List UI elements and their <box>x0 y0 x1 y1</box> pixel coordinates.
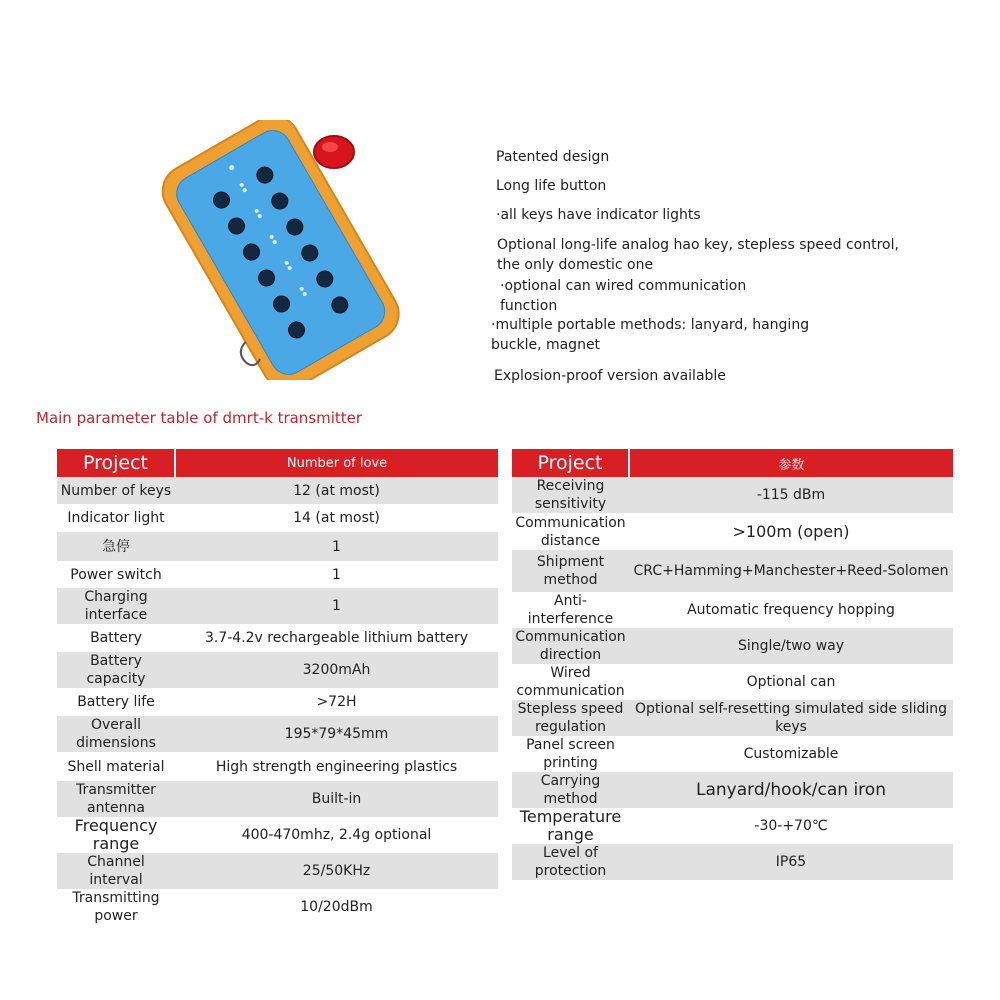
table-row <box>512 664 953 700</box>
param-name: Battery life <box>57 688 175 716</box>
feature-long-life-button: Long life button <box>496 178 607 194</box>
table-row <box>57 624 498 652</box>
emergency-stop-icon <box>314 136 354 168</box>
param-value: Optional self-resetting simulated side sliding keys <box>629 700 953 736</box>
param-name: Shipment method <box>512 550 629 592</box>
header-project: Project <box>57 449 175 477</box>
param-name: Overall dimensions <box>57 716 175 752</box>
param-name: Level of protection <box>512 844 629 880</box>
table-row <box>57 889 498 925</box>
param-value: High strength engineering plastics <box>175 752 498 781</box>
param-value: IP65 <box>629 844 953 880</box>
param-name: Wired communication <box>512 664 629 700</box>
feature-analog-key-line1: Optional long-life analog hao key, stepless speed control, <box>497 237 899 253</box>
param-name: Communication direction <box>512 628 629 664</box>
param-name: Transmitting power <box>57 889 175 925</box>
table-row <box>57 752 498 781</box>
param-value: >72H <box>175 688 498 716</box>
param-value: 14 (at most) <box>175 504 498 532</box>
param-value: 12 (at most) <box>175 477 498 504</box>
table-row <box>512 736 953 772</box>
param-value: -30-+70℃ <box>629 808 953 844</box>
param-value: >100m (open) <box>629 513 953 550</box>
param-name: Number of keys <box>57 477 175 504</box>
param-value: -115 dBm <box>629 477 953 513</box>
param-value: 1 <box>175 561 498 588</box>
feature-patented-design: Patented design <box>496 149 610 165</box>
param-value: 400-470mhz, 2.4g optional <box>175 817 498 853</box>
table-row <box>57 853 498 889</box>
table-row <box>57 504 498 532</box>
table-row <box>57 688 498 716</box>
section-title: Main parameter table of dmrt-k transmitter <box>36 409 363 427</box>
param-value: 195*79*45mm <box>175 716 498 752</box>
param-name: Battery capacity <box>57 652 175 688</box>
param-value: Automatic frequency hopping <box>629 592 953 628</box>
table-row <box>512 772 953 808</box>
param-value: Lanyard/hook/can iron <box>629 772 953 808</box>
remote-transmitter-image <box>150 120 420 380</box>
header-project: Project <box>512 449 629 477</box>
param-value: CRC+Hamming+Manchester+Reed-Solomen <box>629 550 953 592</box>
table-row <box>512 592 953 628</box>
param-name: Transmitter antenna <box>57 781 175 817</box>
param-value: 10/20dBm <box>175 889 498 925</box>
param-name: 急停 <box>57 532 175 561</box>
table-row <box>512 513 953 550</box>
table-row <box>57 652 498 688</box>
header-value: 参数 <box>629 449 953 477</box>
header-value: Number of love <box>175 449 498 477</box>
table-row <box>57 817 498 853</box>
table-header-row <box>57 449 498 477</box>
table-row <box>512 477 953 513</box>
table-row <box>57 588 498 624</box>
param-value: 25/50KHz <box>175 853 498 889</box>
feature-indicator-lights: ·all keys have indicator lights <box>496 207 701 223</box>
param-name: Frequency range <box>57 817 175 853</box>
table-row <box>512 808 953 844</box>
feature-analog-key-line2: the only domestic one <box>497 257 654 273</box>
param-name: Channel interval <box>57 853 175 889</box>
feature-explosion-proof: Explosion-proof version available <box>494 368 726 384</box>
table-row <box>57 561 498 588</box>
param-value: Single/two way <box>629 628 953 664</box>
param-name: Communication distance <box>512 513 629 550</box>
table-row <box>512 844 953 880</box>
table-header-row <box>512 449 953 477</box>
table-row <box>512 550 953 592</box>
param-name: Shell material <box>57 752 175 781</box>
param-name: Panel screen printing <box>512 736 629 772</box>
feature-wired-line1: ·optional can wired communication <box>500 278 747 294</box>
param-name: Power switch <box>57 561 175 588</box>
feature-wired-line2: function <box>500 298 558 314</box>
table-row <box>512 628 953 664</box>
left-parameter-table <box>57 449 498 925</box>
param-name: Temperature range <box>512 808 629 844</box>
param-name: Receiving sensitivity <box>512 477 629 513</box>
feature-portable-line1: ·multiple portable methods: lanyard, hanging <box>491 317 810 333</box>
param-name: Battery <box>57 624 175 652</box>
param-name: Carrying method <box>512 772 629 808</box>
feature-portable-line2: buckle, magnet <box>491 337 601 353</box>
param-name: Stepless speed regulation <box>512 700 629 736</box>
right-parameter-table <box>512 449 953 880</box>
table-row <box>512 700 953 736</box>
param-name: Indicator light <box>57 504 175 532</box>
param-value: 1 <box>175 588 498 624</box>
table-row <box>57 477 498 504</box>
param-value: Customizable <box>629 736 953 772</box>
param-name: Anti-interference <box>512 592 629 628</box>
param-name: Charging interface <box>57 588 175 624</box>
table-row <box>57 781 498 817</box>
table-row <box>57 532 498 561</box>
param-value: Optional can <box>629 664 953 700</box>
param-value: 3200mAh <box>175 652 498 688</box>
param-value: 1 <box>175 532 498 561</box>
param-value: 3.7-4.2v rechargeable lithium battery <box>175 624 498 652</box>
param-value: Built-in <box>175 781 498 817</box>
table-row <box>57 716 498 752</box>
